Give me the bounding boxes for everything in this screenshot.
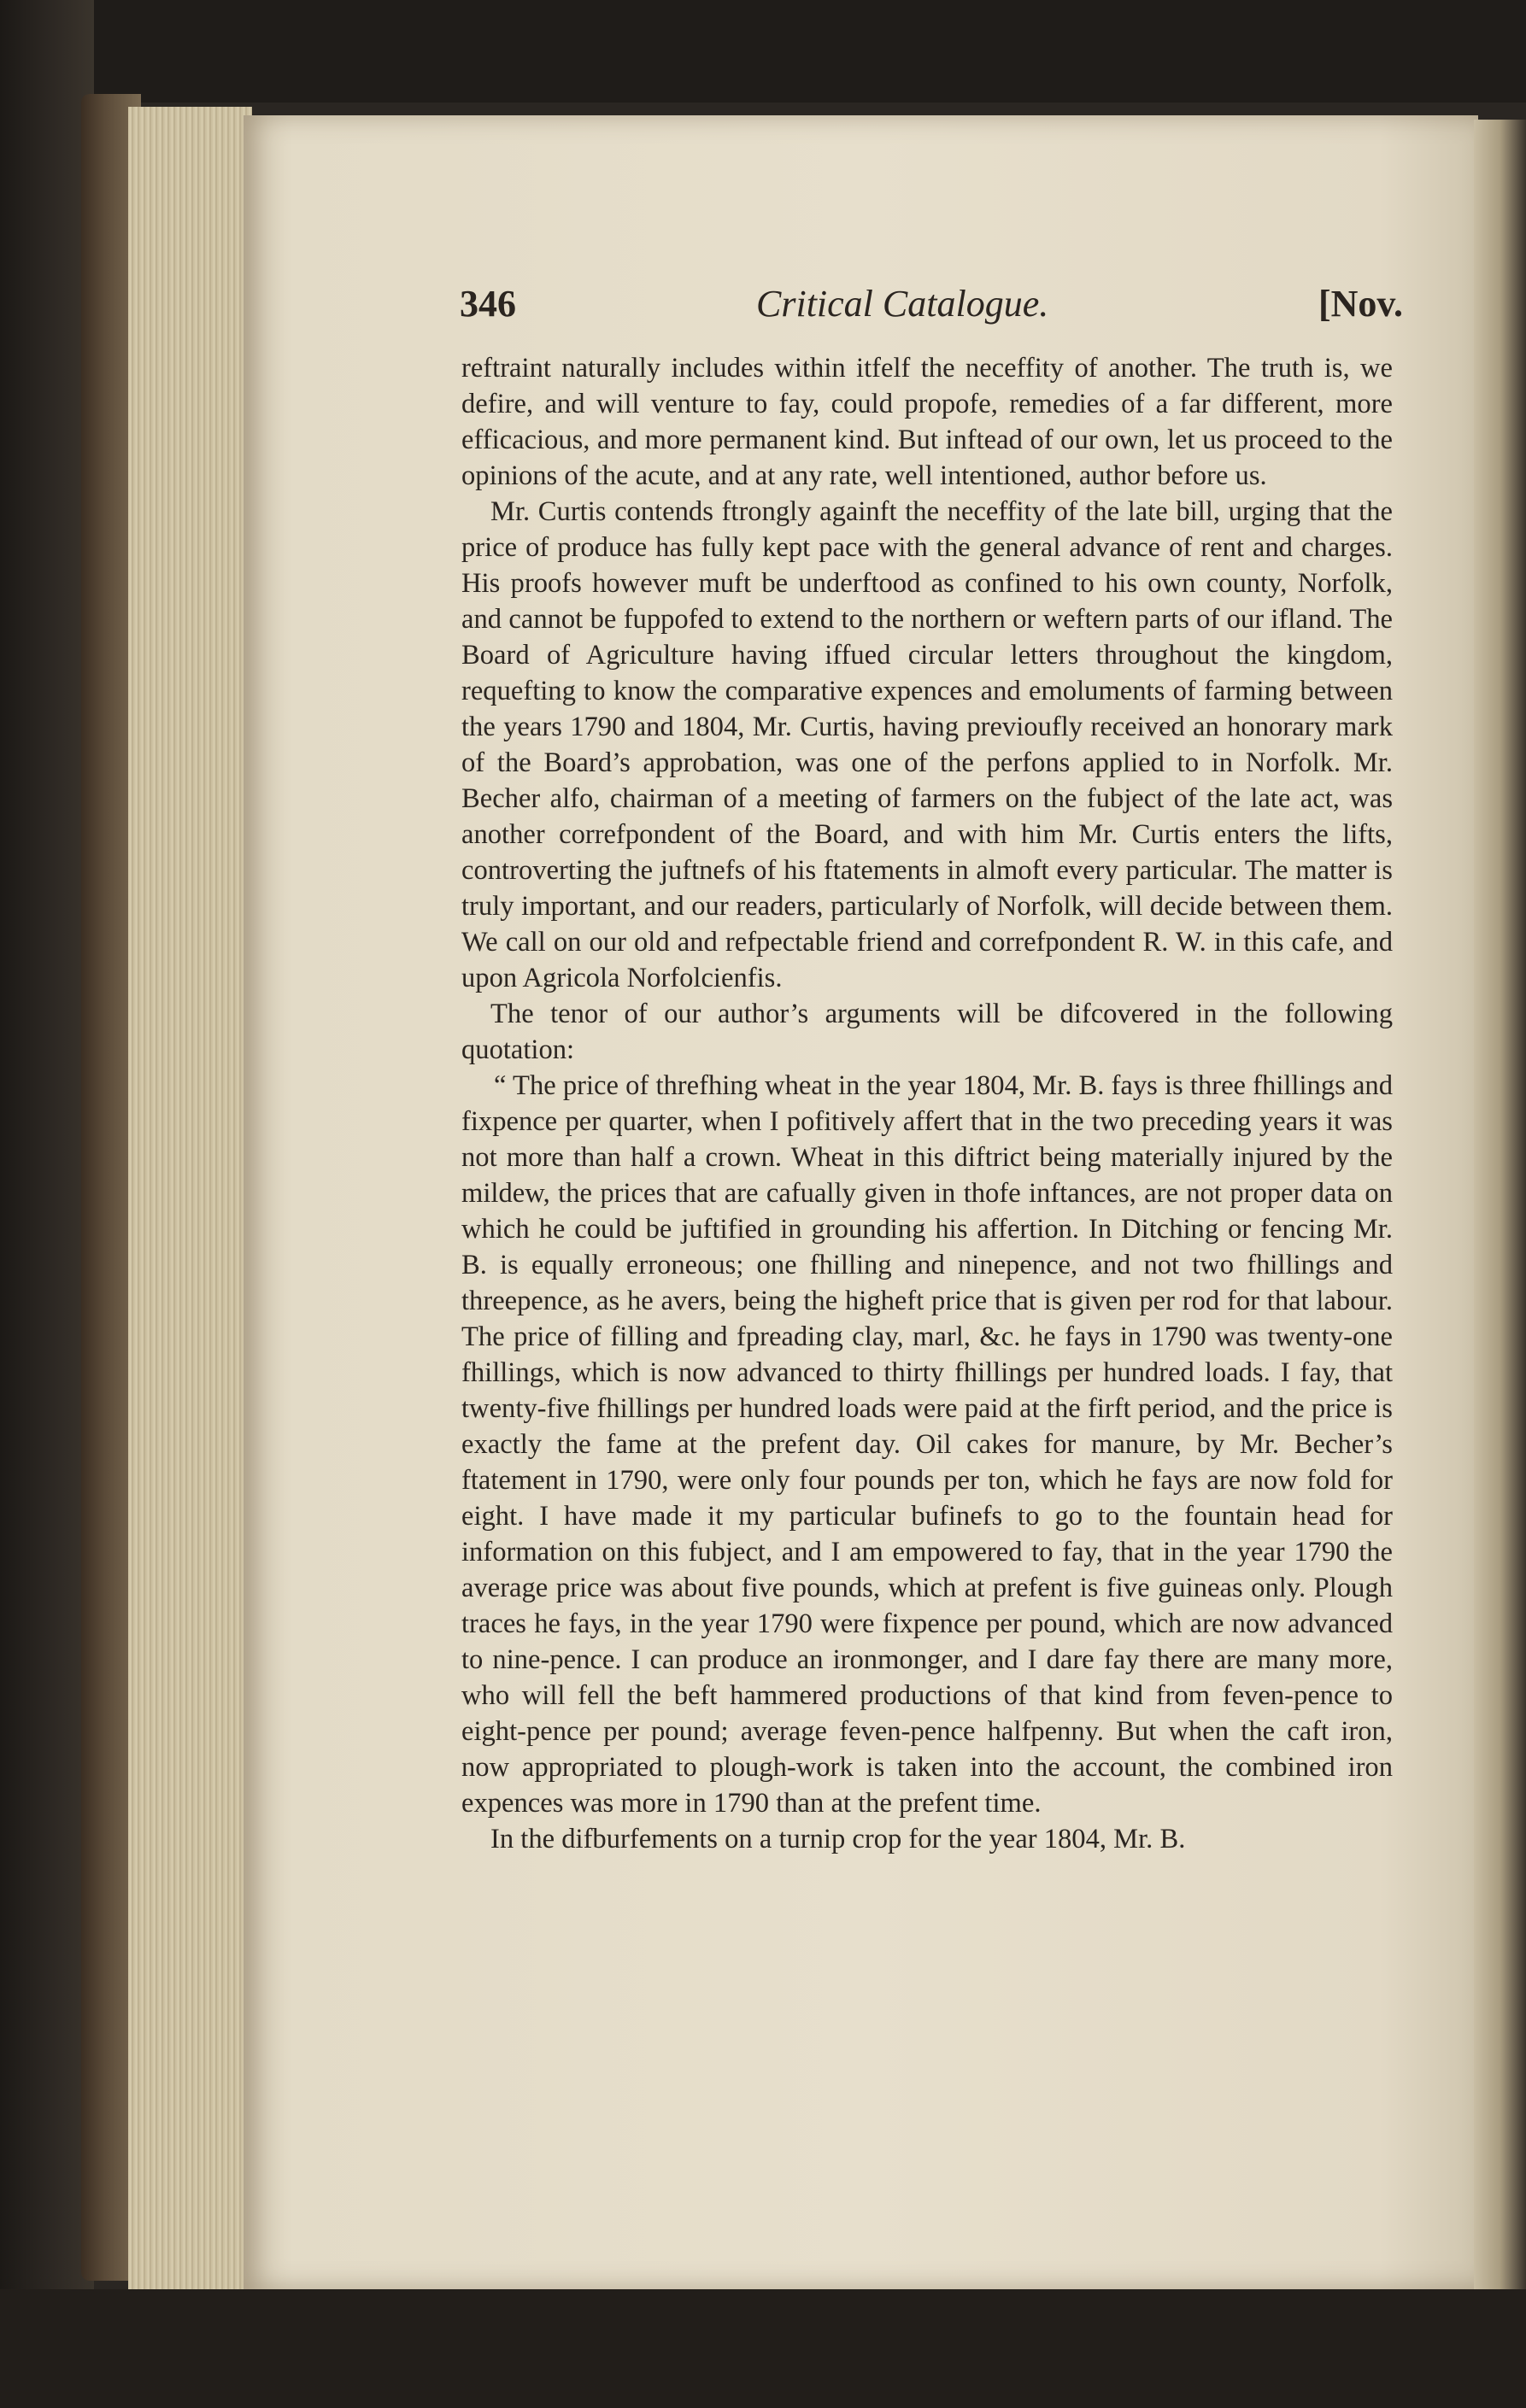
running-title: Critical Catalogue. — [756, 283, 1049, 325]
facing-page-edge — [1474, 120, 1526, 2289]
page-content — [460, 282, 1403, 1857]
page-number: 346 — [460, 283, 516, 325]
backdrop-top — [0, 0, 1526, 103]
paragraph-3: The tenor of our author’s arguments will be difcovered in the following quotation: — [461, 999, 1393, 1065]
backdrop-left — [0, 0, 94, 2408]
backdrop-bottom — [0, 2289, 1526, 2408]
page-edges — [128, 107, 252, 2294]
quotation-paragraph: “ The price of threfhing wheat in the year 1804, Mr. B. fays is three fhillings and fixpence per quarter, when I pofitively affert that in the two preceding years it was not more than half a crown. Wheat in this diftrict being materially injured by the mildew, the prices that are cafually given in thofe inftances, are not proper data on which he could be juftified in grounding his affertion. In Ditching or fencing Mr. B. is equally erroneous; one fhilling and ninepence, and not two fhillings and threepence, as he avers, being the higheft price that is given per rod for that labour. The price of filling and fpreading clay, marl, &c. he fays in 1790 was twenty-one fhillings, which is now advanced to thirty fhillings per hundred loads. I fay, that twenty-five fhillings per hundred loads were paid at the firft period, and the price is exactly the fame at the prefent day. Oil cakes for manure, by Mr. Becher’s ftatement in 1790, were only four pounds per ton, which he fays are now fold for eight. I have made it my particular bufinefs to go to the fountain head for information on this fubject, and I am empowered to fay, that in the year 1790 the average price was about five pounds, which at prefent is five guineas only. Plough traces he fays, in the year 1790 were fixpence per pound, which are now advanced to nine-pence. I can produce an ironmonger, and I dare fay there are many more, who will fell the beft hammered productions of that kind from feven-pence to eight-pence per pound; average feven-pence halfpenny. But when the caft iron, now appropriated to plough-work is taken into the account, the combined iron expences was more in 1790 than at the prefent time. — [461, 1070, 1393, 1819]
paragraph-1: reftraint naturally includes within itfelf the neceffity of another. The truth is, we defire, and will venture to fay, could propofe, remedies of a far different, more efficacious, and more permanent kind. But inftead of our own, let us proceed to the opinions of the acute, and at any rate, well intentioned, author before us. — [461, 353, 1393, 491]
running-head — [460, 282, 1403, 350]
paragraph-2: Mr. Curtis contends ftrongly againft the neceffity of the late bill, urging that the price of produce has fully kept pace with the general advance of rent and charges. His proofs however muft be underftood as confined to his own county, Norfolk, and cannot be fuppofed to extend to the northern or weftern parts of our ifland. The Board of Agriculture having iffued circular letters throughout the kingdom, requefting to know the comparative expences and emoluments of farming between the years 1790 and 1804, Mr. Curtis, having previoufly received an honorary mark of the Board’s approbation, was one of the perfons applied to in Norfolk. Mr. Becher alfo, chairman of a meeting of farmers on the fubject of the late act, was another correfpondent of the Board, and with him Mr. Curtis enters the lifts, controverting the juftnefs of his ftatements in almoft every particular. The matter is truly important, and our readers, particularly of Norfolk, will decide between them. We call on our old and refpectable friend and correfpondent R. W. in this cafe, and upon Agricola Norfolcienfis. — [461, 496, 1393, 993]
paragraph-5: In the difburfements on a turnip crop for the year 1804, Mr. B. — [490, 1824, 1186, 1854]
running-month: [Nov. — [1318, 283, 1403, 325]
